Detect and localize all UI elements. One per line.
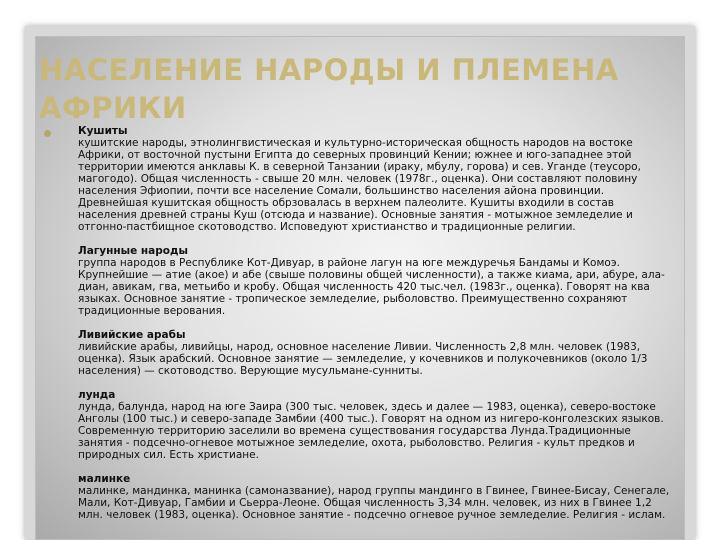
item-heading: Лагунные народы [78,245,188,257]
slide-title: НАСЕЛЕНИЕ НАРОДЫ И ПЛЕМЕНА АФРИКИ [39,53,619,125]
bullet-icon [44,130,51,137]
list-item-kushites [78,125,672,233]
list-item-malinke [78,473,672,521]
slide [35,36,685,540]
item-text: лунда, балунда, народ на юге Заира (300 тыс. человек, здесь и далее — 1983, оценка), северо-востоке Анголы (100 тыс.) и северо-западе Замбии (400 тыс.). Говорят на одном из нигеро-конголезских языков. Современную территорию заселили во времена существования государства Лунда.Традиционные занятия - подсечно-огневое мотыжное земледелие, охота, рыболовство. Религия - культ предков и природных сил. Есть христиане. [78,401,664,461]
slide-frame [25,26,695,540]
item-text: малинке, мандинка, манинка (самоназвание), народ группы мандинго в Гвинее, Гвинее-Бисау, Сенегале, Мали, Кот-Дивуар, Гамбии и Сьерра-Леоне. Общая численность 3,34 млн. человек, из них в Гвинее 1,2 млн. человек (1983, оценка). Основное занятие - подсечно огневое ручное земледелие. Религия - ислам. [78,485,670,521]
list-item-lagoon-peoples [78,245,672,317]
item-text: кушитские народы, этнолингвистическая и культурно-историческая общность народов на востоке Африки, от восточной пустыни Египта до северных провинций Кении; южнее и юго-западнее этой территории имеются анклавы К. в северной Танзании (ираку, мбулу, горова) и сев. Уганде (теусоро, магогодо). Общая численность - свыше 20 млн. человек (1978г., оценка). Они составляют половину населения Эфиопии, почти все население Сомали, большинство населения айона провинции. Древнейшая кушитская общность обрзовалась в верхнем палеолите. Кушиты входили в состав населения древней страны Куш (отсюда и название). Основные занятия - мотыжное земледелие и отгонно-пастбищное скотоводство. Исповедуют христианство и традиционные религии. [78,137,641,233]
item-heading: Ливийские арабы [78,329,186,341]
list-item-lunda [78,389,672,461]
item-text: группа народов в Республике Кот-Дивуар, в районе лагун на юге междуречья Бандамы и Комоэ. Крупнейшие — атие (акое) и абе (свыше половины общей численности), а также киама, ари, абуре, ала-диан, авикам, гва, метьибо и кробу. Общая численность 420 тыс.чел. (1983г., оценка). Говорят на ква языках. Основное занятие - тропическое земледелие, рыболовство. Преимущественно сохраняют традиционные верования. [78,257,665,317]
item-heading: малинке [78,473,131,485]
item-heading: лунда [78,389,116,401]
item-text: ливийские арабы, ливийцы, народ, основное население Ливии. Численность 2,8 млн. человек (1983, оценка). Язык арабский. Основное занятие — земледелие, у кочевников и полукочевников (около 1/3 населения) — скотоводство. Верующие мусульмане-сунниты. [78,341,648,377]
slide-content [44,125,672,533]
item-heading: Кушиты [78,125,128,137]
list-item-libyan-arabs [78,329,672,377]
